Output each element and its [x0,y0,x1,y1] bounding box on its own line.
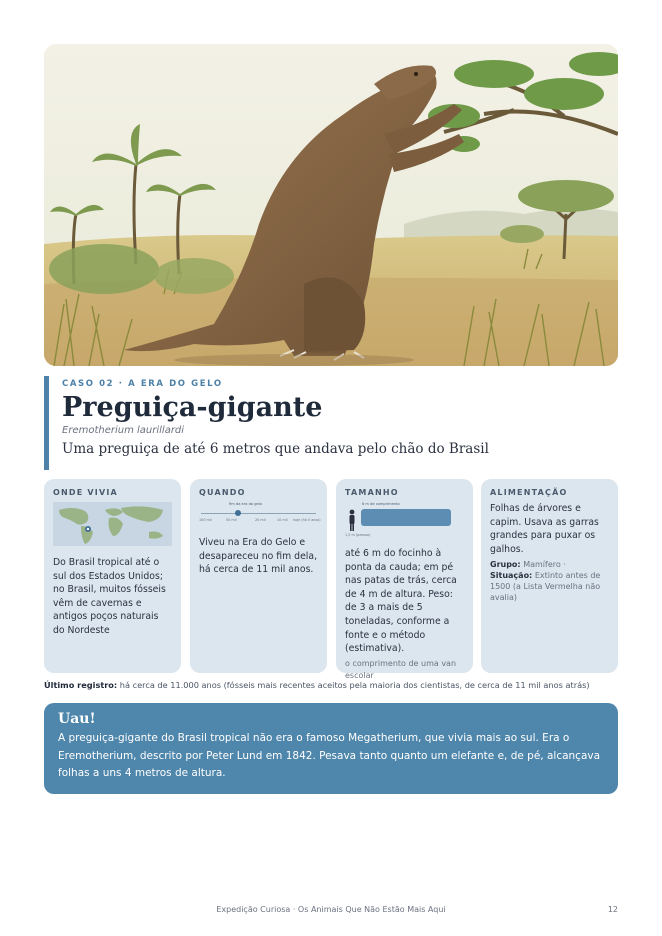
card-diet-meta [490,559,609,603]
timeline-label: fim da era do gelo [229,502,262,506]
page-number: 12 [607,905,618,914]
page-title: Preguiça-gigante [62,392,323,423]
card-when [190,479,327,673]
wow-callout [44,703,618,794]
person-icon [347,509,357,531]
person-label: 1,5 m (pessoa) [345,533,371,537]
timeline-axis [201,513,316,514]
timeline-tick: 50 mil [226,518,237,522]
last-record-label: Último registro: [44,680,118,690]
card-when-text: Viveu na Era do Gelo e desapareceu no fim dela, há cerca de 11 mil anos. [199,537,318,576]
timeline-marker [235,510,241,516]
last-record [44,680,624,690]
wow-title: Uau! [58,711,96,727]
scientific-name: Eremotherium laurillardi [62,425,185,436]
timeline-tick: hoje (há 0 anos) [293,518,321,522]
card-diet [481,479,618,673]
timeline-tick: 100 mil [199,518,212,522]
status-label: Situação: [490,571,533,581]
world-map [53,502,172,546]
timeline-tick: 20 mil [255,518,266,522]
hero-illustration [44,44,618,366]
page-subtitle: Uma preguiça de até 6 metros que andava pelo chão do Brasil [62,441,489,457]
sloth-length-bar [361,509,451,526]
last-record-text: há cerca de 11.000 anos (fósseis mais recentes aceitos pela maioria dos cientistas, de cerca de 11 mil anos atrás) [119,680,590,690]
fact-cards [44,479,618,680]
size-comparison [345,501,464,547]
page-footer: Expedição Curiosa · Os Animais Que Não Estão Mais Aqui [216,905,446,914]
card-when-label: QUANDO [199,488,246,497]
card-diet-label: ALIMENTAÇÃO [490,488,568,497]
status-value: Extinto antes de 1500 (a Lista Vermelha não avalia) [490,571,601,603]
card-size-text: até 6 m do focinho à ponta da cauda; em pé nas patas de trás, cerca de 4 m de altura. Peso: de 3 a mais de 5 toneladas, conforme a fonte e o método (estimativa). [345,548,457,655]
case-eyebrow: CASO 02 · A ERA DO GELO [62,379,223,389]
card-where [44,479,181,673]
giant-sloth-illustration [44,44,618,366]
card-diet-text: Folhas de árvores e capim. Usava as garras grandes para puxar os galhos. [490,503,599,555]
card-size [336,479,473,680]
group-value: Mamífero [523,560,561,570]
meta-separator: · [563,560,566,570]
title-block [44,376,618,470]
card-where-label: ONDE VIVIA [53,488,118,497]
card-size-note: o comprimento de uma van escolar [345,658,457,680]
group-label: Grupo: [490,560,521,570]
timeline-tick: 10 mil [277,518,288,522]
card-where-text: Do Brasil tropical até o sul dos Estados Unidos; no Brasil, muitos fósseis vêm de cavernas e antigos poços naturais do Nordeste [53,557,166,636]
size-bar-label: 6 m de comprimento [362,502,400,506]
wow-text: A preguiça-gigante do Brasil tropical não era o famoso Megatherium, que vivia mais ao sul. Era o Eremotherium, descrito por Peter Lund em 1842. Pesava tanto quanto um elefante e, de pé, alcançava folhas a uns 4 metros de altura. [58,732,601,780]
timeline [199,501,321,531]
card-size-label: TAMANHO [345,488,399,497]
